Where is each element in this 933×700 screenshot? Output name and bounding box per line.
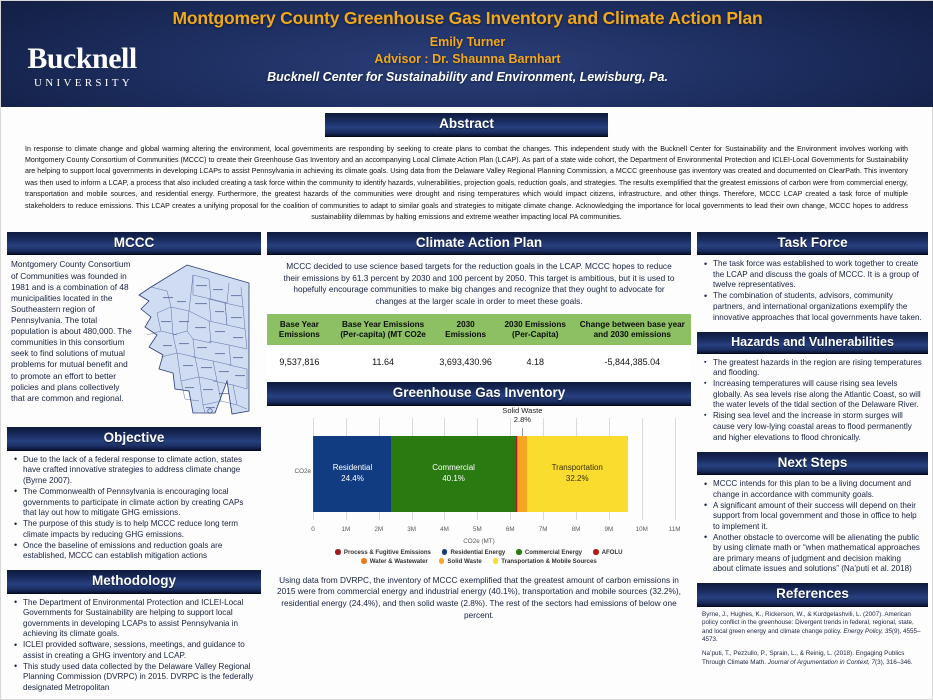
- callout-leader-line: [522, 428, 523, 436]
- advisor-name: Advisor : Dr. Shaunna Barnhart: [374, 51, 561, 66]
- callout-label: [486, 406, 558, 425]
- objective-section: [7, 427, 261, 564]
- chart-x-tick-label: 3M: [407, 525, 416, 533]
- reference-journal: Energy Policy, 35: [843, 627, 892, 635]
- climate-action-plan-intro: MCCC decided to use science based targets for the reduction goals in the LCAP. MCCC hopes to reduce their emissions by 61.3 percent by 2030 and 100 percent by 2050. This target is ambitious, but it is used to hopefully encourage communities to make big changes and recognize that they ought to advocate for changes at the larger scale in order to meet these goals.: [283, 261, 675, 306]
- emissions-table: [267, 314, 691, 376]
- callout-percent: 2.8%: [513, 415, 532, 425]
- legend-label: Water & Wastewater: [369, 557, 428, 565]
- next-steps-section: [697, 452, 928, 578]
- list-item: • Due to the lack of a federal response to climate action, states have crafted innovative strategies to address climate change (Byrne 2007).: [12, 455, 256, 487]
- inventory-caption: Using data from DVRPC, the inventory of MCCC exemplified that the greatest amount of carbon emissions in 2015 were from commercial energy and industrial energy (40.1%), transportation and mobile sources (32.2%), residential energy (24.4%), and then solid waste (2.8%). The rest of the sectors had emissions of below one percent.: [277, 574, 681, 620]
- legend-color-swatch-icon: [593, 549, 599, 555]
- chart-x-axis-label: CO2e (MT): [463, 537, 495, 545]
- table-cell: 11.64: [332, 345, 435, 376]
- legend-color-swatch-icon: [493, 558, 499, 564]
- list-item: • The Commonwealth of Pennsylvania is encouraging local governments to participate in climate action by creating CAPs that lay out how to mitigate GHG emissions.: [12, 487, 256, 519]
- task-force-bullet-list: [702, 259, 923, 323]
- references-section: [697, 583, 928, 674]
- table-col-2030-per-capita: 2030 Emissions (Per-Capita): [497, 314, 574, 345]
- chart-x-tick-label: 7M: [538, 525, 548, 533]
- chart-segment-percent: 40.1%: [442, 473, 465, 483]
- legend-label: AFOLU: [601, 548, 623, 556]
- bucknell-logo: [23, 42, 141, 89]
- map-icon: [137, 261, 255, 419]
- chart-segment-percent: 24.4%: [341, 473, 364, 483]
- chart-y-axis-label: CO2e: [294, 467, 311, 475]
- hazards-bullet-list: [702, 358, 923, 443]
- table-col-base-year-emissions: Base Year Emissions: [267, 314, 332, 345]
- chart-segment-label: Residential: [332, 463, 373, 473]
- legend-color-swatch-icon: [335, 549, 341, 555]
- methodology-section: [7, 570, 261, 696]
- reference-entry: [702, 611, 923, 645]
- chart-segment-residential-energy: [314, 436, 390, 512]
- chart-x-tick-label: 4M: [440, 525, 449, 533]
- table-cell: -5,844,385.04: [574, 345, 691, 376]
- greenhouse-gas-inventory-heading: Greenhouse Gas Inventory: [267, 382, 691, 406]
- table-col-2030-emissions: 2030 Emissions: [434, 314, 496, 345]
- legend-label: Transportation & Mobile Sources: [501, 557, 597, 565]
- legend-item[interactable]: [442, 549, 505, 556]
- hazards-heading: Hazards and Vulnerabilities: [697, 332, 928, 354]
- montgomery-county-map-image: [135, 259, 257, 419]
- list-item: • A significant amount of their success will depend on their support from local government and those in office to help to implement it.: [702, 501, 923, 533]
- legend-item[interactable]: [335, 549, 431, 556]
- chart-segment-solid-waste: [518, 436, 527, 512]
- chart-x-tick-label: 5M: [472, 525, 482, 533]
- list-item: • Once the baseline of emissions and reduction goals are established, MCCC can establish mitigation actions: [12, 541, 256, 562]
- climate-action-plan-section: [267, 232, 691, 376]
- methodology-heading: Methodology: [7, 570, 261, 594]
- climate-action-plan-heading: Climate Action Plan: [267, 232, 691, 256]
- greenhouse-gas-inventory-section: [267, 382, 691, 625]
- legend-item[interactable]: [493, 558, 597, 565]
- legend-label: Residential Energy: [450, 548, 506, 556]
- objective-heading: Objective: [7, 427, 261, 451]
- reference-text: Na’puti, T., Pezzullo, P., Sprain, L., & Reinig, L. (2018). Engaging Publics Through Climate Math.: [702, 649, 905, 666]
- chart-segment-percent: 32.2%: [565, 473, 589, 483]
- chart-x-tick-label: 10M: [635, 525, 648, 533]
- chart-x-tick-label: 9M: [604, 525, 614, 533]
- chart-segment-commercial-energy: [391, 436, 517, 512]
- mccc-heading: MCCC: [7, 232, 261, 256]
- legend-label: Solid Waste: [447, 557, 482, 565]
- list-item: • The combination of students, advisors, community partners, and international organizations exemplify the innovative approaches that local governments have taken.: [702, 291, 923, 323]
- table-cell: 9,537,816: [267, 345, 332, 376]
- mccc-section: [7, 232, 261, 422]
- next-steps-heading: Next Steps: [697, 452, 928, 476]
- chart-legend-row-1: [271, 549, 687, 556]
- list-item: • MCCC intends for this plan to be a living document and change in accordance with community goals.: [702, 479, 923, 500]
- legend-color-swatch-icon: [361, 558, 367, 564]
- page-title: Montgomery County Greenhouse Gas Inventory and Climate Action Plan: [172, 8, 763, 28]
- objective-bullet-list: [12, 455, 256, 562]
- chart-x-tick-label: 1M: [341, 525, 351, 533]
- list-item: ▪ The greatest hazards in the region are rising temperatures and flooding.: [702, 358, 923, 379]
- list-item: • Another obstacle to overcome will be alienating the public by using climate math or “when mathematical approaches are primary means of judgment and decision making about climate issues and solutions” (Na’puti et al. 2018): [702, 533, 923, 575]
- poster-columns: [1, 230, 932, 700]
- chart-segment-transportation-mobile-sources: [527, 436, 628, 512]
- legend-item[interactable]: [593, 549, 623, 556]
- author-name: Emily Turner: [429, 34, 506, 49]
- list-item: • This study used data collected by the Delaware Valley Regional Planning Commission (DVRPC) in 2015. DVRPC is the federally designated Metropolitan: [12, 662, 256, 694]
- chart-segment-label: Transportation: [551, 463, 603, 473]
- right-column: [697, 232, 928, 680]
- list-item: • ICLEI provided software, sessions, meetings, and guidance to assist in creating a GHG inventory and LCAP.: [12, 640, 256, 661]
- task-force-heading: Task Force: [697, 232, 928, 256]
- chart-segment-label: Commercial: [432, 463, 475, 473]
- hazards-section: [697, 332, 928, 446]
- list-item: • The task force was established to work together to create the LCAP and discuss the goals of MCCC. It is a group of twelve representatives.: [702, 259, 923, 291]
- task-force-section: [697, 232, 928, 326]
- table-col-base-year-per-capita: Base Year Emissions (Per-capita) (MT CO2e: [332, 314, 435, 345]
- affiliation: Bucknell Center for Sustainability and Environment, Lewisburg, Pa.: [267, 69, 668, 84]
- legend-label: Commercial Energy: [524, 548, 583, 556]
- table-cell: 4.18: [497, 345, 574, 376]
- reference-locator: (3), 316–346.: [875, 658, 913, 666]
- list-item: ▪ Increasing temperatures will cause rising sea levels globally. As sea levels rise along the Atlantic Coast, so will the water levels of the tidal section of the Delaware River.: [702, 379, 923, 411]
- reference-journal: Journal of Argumentation in Context, 7: [767, 658, 876, 666]
- list-item: • The purpose of this study is to help MCCC reduce long term climate impacts by reducing GHG emissions.: [12, 519, 256, 540]
- legend-item[interactable]: [439, 558, 482, 565]
- legend-label: Process & Fugitive Emissions: [343, 548, 431, 556]
- logo-subtext: UNIVERSITY: [34, 76, 133, 89]
- abstract-body: In response to climate change and global warming altering the environment, local governments are responding by seeking to create plans to combat the changes. This independent study with the Bucknell Center for Sustainability and the Environment involves working with Montgomery County Consortium of Communities (MCCC) to create their Greenhouse Gas Inventory and an accompanying Local Climate Action Plan (LCAP). As part of a state wide cohort, the Department of Environmental Protection and ICLEI-Local Governments for Sustainability are helping to support local governments in developing LCAPs to assist Pennsylvania in achieving its climate goals. Using data from the Delaware Valley Regional Planning Commission, a MCCC greenhouse gas inventory was created and documented on ClearPath. This inventory was then used to inform a LCAP, a process that also included creating a task force within the community to identify hazards, vulnerabilities, projection goals, reduction goals, and strategies. The results exemplified that the greatest emissions of carbon were from commercial energy, transportation and mobile sources, and residential energy. Furthermore, the greatest hazards of the communities were drought and rising temperatures which would impact citizens, infrastructure, and other things. Therefore, MCCC LCAP created a task force of multiple stakeholders to reduce emissions. This LCAP creates a unifying proposal for the coalition of communities to adapt to similar goals and strategies to mitigate climate change. Acknowledging the importance for local governments to lead their own change, MCCC hopes to address sustainability dilemmas by halting emissions and extreme weather impacting local PA communities.: [25, 144, 908, 222]
- legend-color-swatch-icon: [516, 549, 522, 555]
- chart-x-tick-label: 2M: [374, 525, 384, 533]
- chart-x-axis-ticks: [313, 526, 683, 538]
- list-item: • The Department of Environmental Protection and ICLEI-Local Governments for Sustainability are helping to support local governments in developing LCAPs to assist Pennsylvania in achieving its climate goals.: [12, 598, 256, 640]
- chart-x-tick-label: 8M: [571, 525, 581, 533]
- left-column: [7, 232, 261, 700]
- table-row: [267, 345, 691, 376]
- table-header-row: [267, 314, 691, 345]
- emissions-stacked-bar-chart: [267, 406, 691, 565]
- next-steps-bullet-list: [702, 479, 923, 575]
- chart-x-tick-label: 11M: [668, 525, 681, 533]
- poster-header: [1, 1, 933, 107]
- abstract-heading: Abstract: [325, 113, 608, 137]
- references-heading: References: [697, 583, 928, 607]
- reference-text: Byrne, J., Hughes, K., Rickerson, W., & Kurdgelashvili, L. (2007). American policy conflict in the greenhouse: Divergent trends in federal, regional, state, and local green energy and climate change policy.: [702, 610, 914, 635]
- legend-color-swatch-icon: [439, 558, 445, 564]
- legend-color-swatch-icon: [442, 549, 448, 555]
- legend-item[interactable]: [516, 549, 582, 556]
- mccc-body-text: Montgomery County Consortium of Communities was founded in 1981 and is a combination of 48 municipalities located in the Southeastern region of Pennsylvania. The total population is about 480,000. The communities in this consortium seek to find solutions of mutual problems for mutual benefit and to promote an effort to better policies and plans collectively that are common and regional.: [11, 259, 132, 403]
- list-item: ▪ Rising sea level and the increase in storm surges will cause very low-lying coastal areas to flood permanently and higher elevations to flood chronically.: [702, 411, 923, 443]
- abstract-section: [1, 107, 932, 230]
- chart-stacked-bar: [313, 436, 683, 512]
- callout-title: Solid Waste: [502, 405, 543, 415]
- chart-plot-area: [294, 405, 683, 540]
- references-list: [697, 607, 928, 674]
- chart-legend: [271, 545, 687, 565]
- logo-wordmark: Bucknell: [27, 42, 137, 75]
- middle-column: [267, 232, 691, 631]
- reference-locator: (9), 4555–4573.: [702, 627, 921, 644]
- legend-item[interactable]: [361, 558, 428, 565]
- chart-legend-row-2: [271, 558, 687, 565]
- table-col-change: Change between base year and 2030 emissions: [574, 314, 691, 345]
- chart-x-tick-label: 0: [311, 525, 315, 533]
- table-cell: 3,693,430.96: [434, 345, 496, 376]
- methodology-bullet-list: [12, 598, 256, 694]
- chart-x-tick-label: 6M: [505, 525, 515, 533]
- reference-entry: [702, 650, 923, 667]
